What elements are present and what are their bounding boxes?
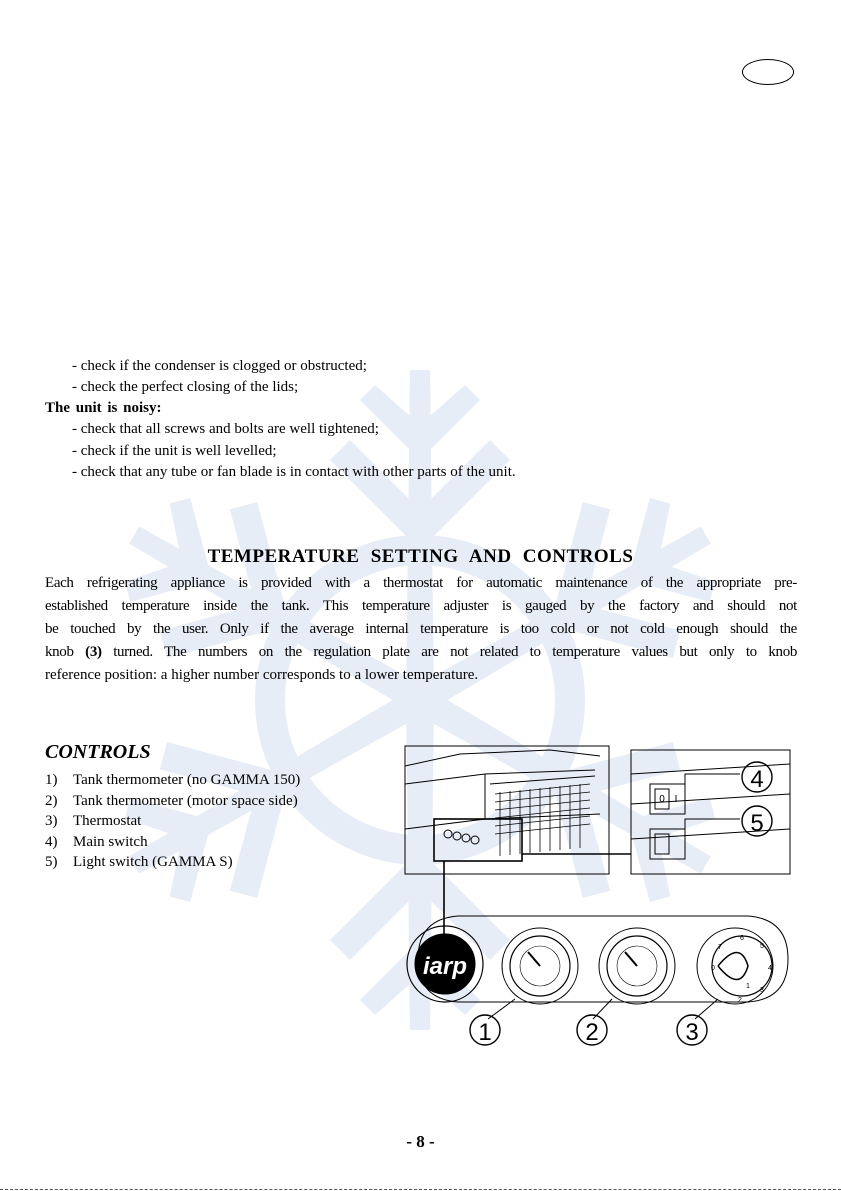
paragraph-line: established temperature inside the tank. This temperature adjuster is gauged by the factory and should not [45,598,797,614]
list-item: 1) Tank thermometer (no GAMMA 150) [45,772,301,788]
noisy-heading: The unit is noisy: [45,400,162,416]
callout-2-label: 2 [585,1019,599,1046]
check-tube-line: - check that any tube or fan blade is in contact with other parts of the unit. [72,464,516,480]
paragraph-line: knob (3) turned. The numbers on the regulation plate are not related to temperature values but only to knob [45,644,797,660]
dial-number: 1 [746,983,750,990]
callout-3-label: 3 [685,1019,699,1046]
check-screws-line: - check that all screws and bolts are well tightened; [72,421,379,437]
controls-diagram [400,744,795,1054]
dial-number: 2 [738,997,742,1004]
page-number: - 8 - [406,1132,435,1151]
language-tab-oval [742,59,794,85]
dial-number: 0 [711,965,715,972]
bottom-rule [0,1189,841,1190]
check-condenser-line: - check if the condenser is clogged or obstructed; [72,358,367,374]
temperature-paragraph [45,572,797,687]
check-levelled-line: - check if the unit is well levelled; [72,443,277,459]
switch-off-symbol: 0 [659,794,665,805]
list-item: 5) Light switch (GAMMA S) [45,854,233,870]
dial-number: 5 [760,943,764,950]
paragraph-line: be touched by the user. Only if the average internal temperature is too cold or not cold enough should the [45,621,797,637]
list-item: 4) Main switch [45,833,148,850]
list-item: 2) Tank thermometer (motor space side) [45,792,298,809]
controls-list [45,770,300,873]
dial-number: 7 [718,944,722,951]
paragraph-line: reference position: a higher number corresponds to a lower temperature. [45,667,479,683]
dial-number: 3 [760,987,764,994]
control-panel-highlight [434,819,522,861]
temperature-heading: TEMPERATURE SETTING AND CONTROLS [207,546,634,567]
dial-number: 6 [740,935,744,942]
paragraph-line: Each refrigerating appliance is provided with a thermostat for automatic maintenance of the appropriate pre- [45,575,797,591]
switch-on-symbol: I [674,794,678,805]
check-lids-line: - check the perfect closing of the lids; [72,379,299,395]
dial-number: 4 [768,965,772,972]
callout-1-label: 1 [478,1019,492,1046]
controls-title: CONTROLS [45,741,151,763]
callout-5-label: 5 [750,810,764,837]
knob-reference: (3) [85,644,102,660]
callout-4-label: 4 [750,766,764,793]
iarp-logo-text: iarp [422,953,468,980]
list-item: 3) Thermostat [45,813,142,829]
